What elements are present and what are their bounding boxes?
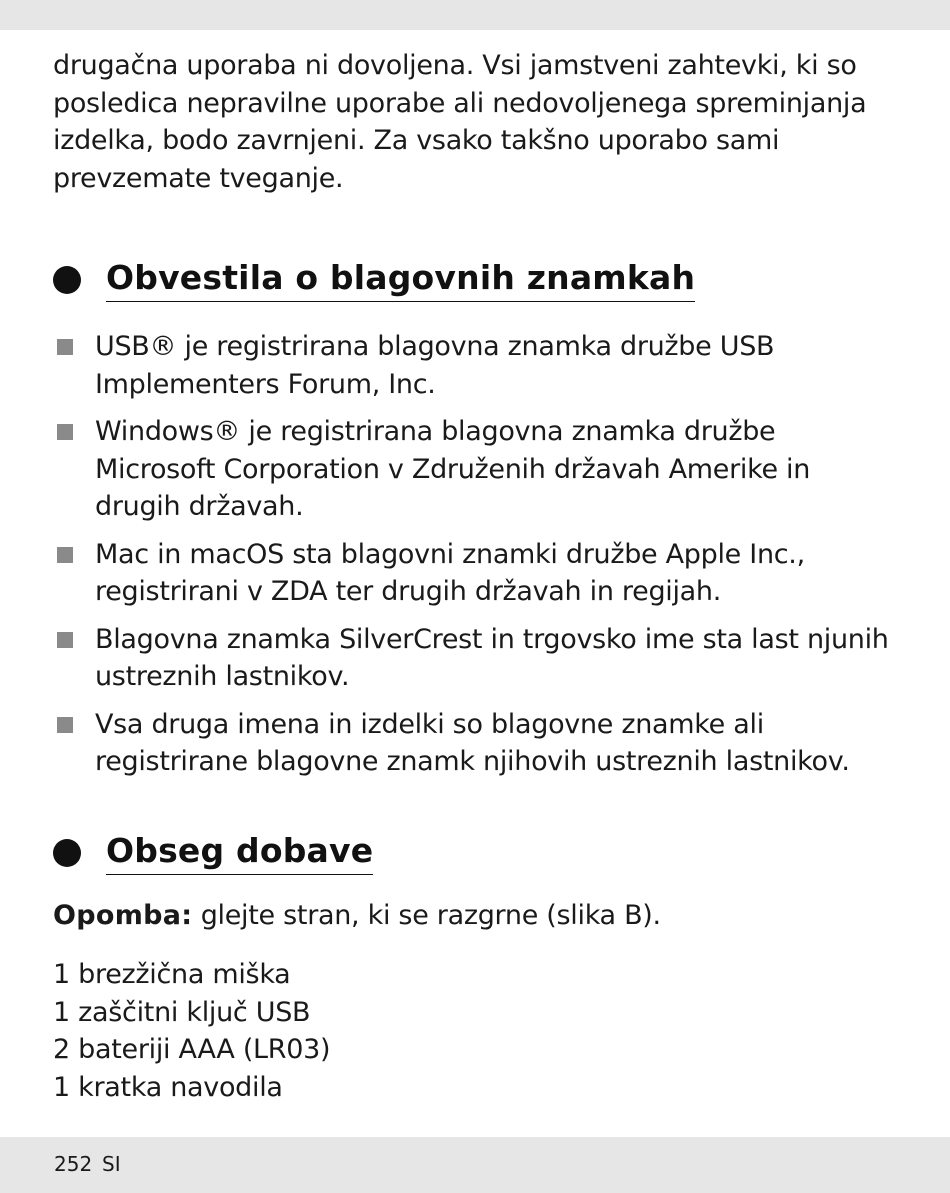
- trademarks-heading: [53, 258, 695, 302]
- trademark-list: [57, 328, 917, 791]
- list-item: [57, 328, 917, 403]
- note: [53, 897, 661, 934]
- delivery-item: 1 kratka navodila: [53, 1071, 283, 1103]
- list-item-text: Blagovna znamka SilverCrest in trgovsko ime sta last njunih ustreznih lastnikov.: [95, 623, 889, 692]
- delivery-heading: [53, 831, 373, 875]
- note-text: glejte stran, ki se razgrne (slika B).: [192, 900, 661, 931]
- delivery-list: [53, 956, 330, 1106]
- square-bullet-icon: [57, 547, 73, 563]
- list-item-text: Mac in macOS sta blagovni znamki družbe Apple Inc., registrirani v ZDA ter drugih državah in regijah.: [95, 538, 805, 607]
- square-bullet-icon: [57, 717, 73, 733]
- delivery-item: 2 bateriji AAA (LR03): [53, 1034, 331, 1065]
- list-item: [57, 413, 917, 526]
- page-footer: [0, 1137, 950, 1193]
- square-bullet-icon: [57, 632, 73, 648]
- top-band: [0, 0, 950, 30]
- list-item: [57, 621, 917, 696]
- list-item: [57, 706, 917, 781]
- note-label: Opomba:: [53, 900, 193, 931]
- filled-circle-icon: [53, 839, 81, 867]
- list-item-text: Vsa druga imena in izdelki so blagovne znamke ali registrirane blagovne znamk njihovih ustreznih lastnikov.: [95, 708, 850, 777]
- delivery-item: 1 brezžična miška: [53, 959, 291, 990]
- list-item: [57, 536, 917, 611]
- trademarks-heading-text: Obvestila o blagovnih znamkah: [106, 258, 695, 302]
- list-item-text: Windows® je registrirana blagovna znamka družbe Microsoft Corporation v Združenih državah Amerike in drugih državah.: [95, 416, 811, 522]
- intro-section: [53, 47, 913, 197]
- delivery-heading-text: Obseg dobave: [106, 831, 373, 875]
- square-bullet-icon: [57, 339, 73, 355]
- page-language: SI: [102, 1152, 121, 1176]
- square-bullet-icon: [57, 424, 73, 440]
- list-item-text: USB® je registrirana blagovna znamka družbe USB Implementers Forum, Inc.: [95, 331, 775, 400]
- page-number: 252: [54, 1152, 93, 1176]
- delivery-item: 1 zaščitni ključ USB: [53, 996, 311, 1028]
- filled-circle-icon: [53, 266, 81, 294]
- intro-paragraph: drugačna uporaba ni dovoljena. Vsi jamstveni zahtevki, ki so posledica nepravilne uporabe ali nedovoljenega spreminjanja izdelka, bodo zavrnjeni. Za vsako takšno uporabo sami prevzemate tveganje.: [53, 50, 867, 194]
